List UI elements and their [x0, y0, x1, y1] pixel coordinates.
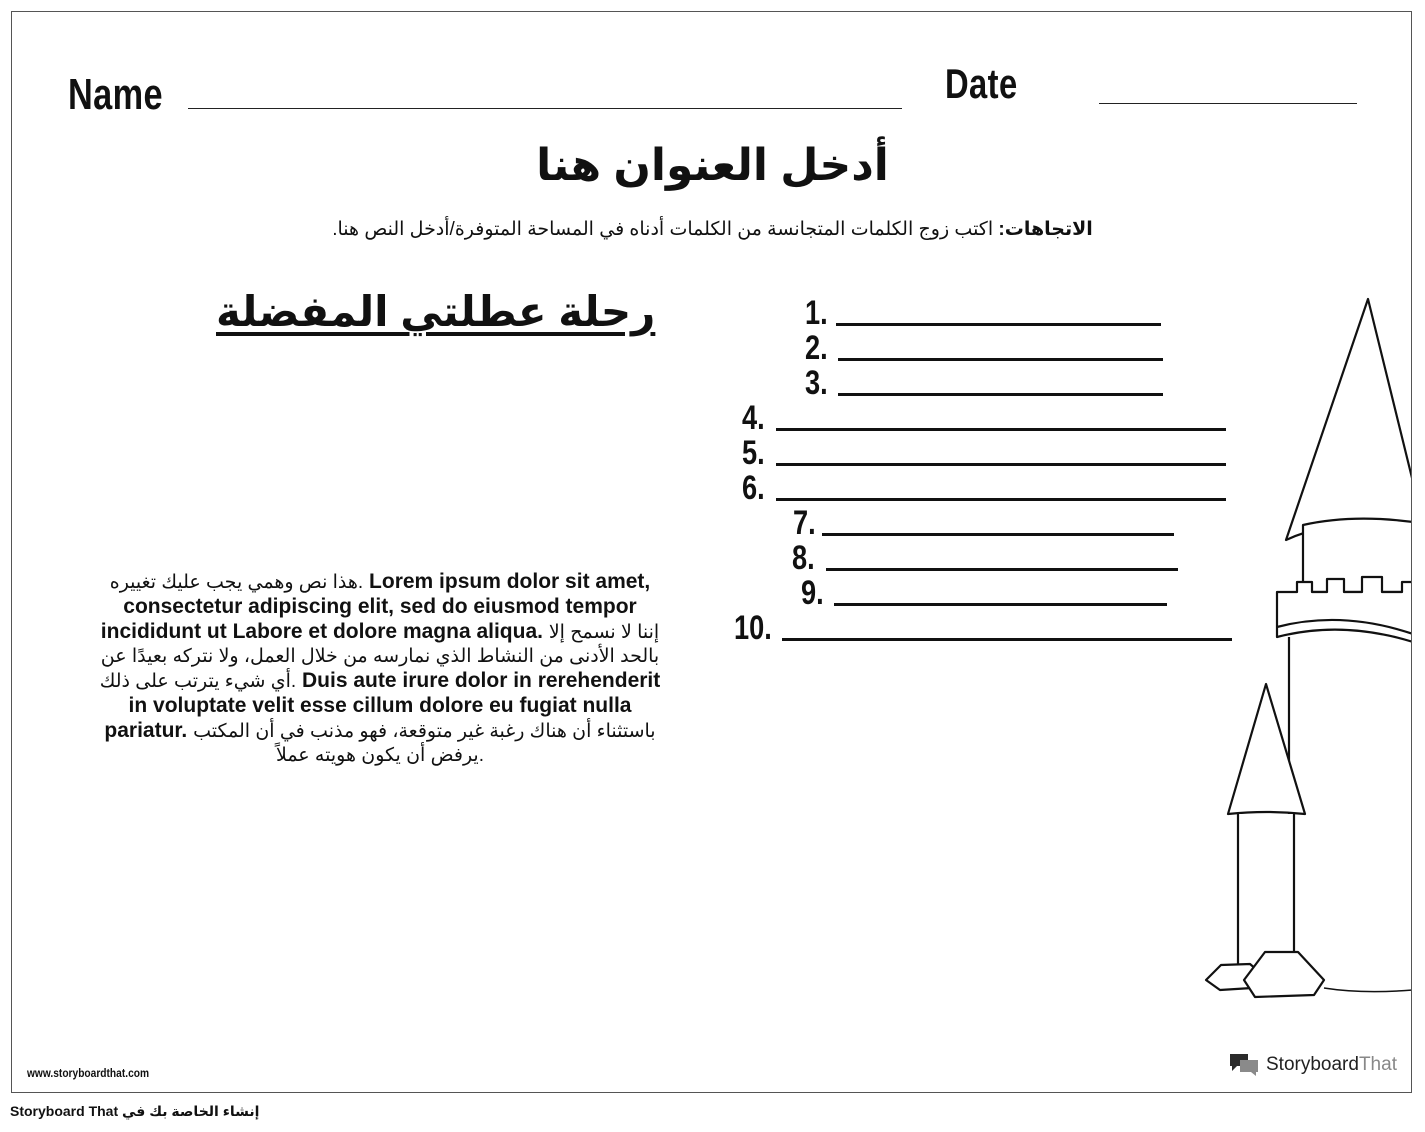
answer-number-5: 5. [742, 434, 765, 472]
story-title: رحلة عطلتي المفضلة [216, 288, 656, 335]
castle-illustration [1192, 282, 1412, 1002]
brand-part2: That [1358, 1054, 1397, 1075]
answer-line-5[interactable] [776, 463, 1226, 466]
brand-part1: Storyboard [1266, 1054, 1359, 1075]
answer-number-10: 10. [734, 609, 772, 647]
name-line[interactable] [188, 108, 902, 109]
story-text [96, 570, 664, 768]
credit-text: إنشاء الخاصة بك في Storyboard That [10, 1103, 260, 1119]
directions [12, 218, 1412, 241]
story-arabic-2: إننا لا نسمح إلا بالحد الأدنى من النشاط الذي نمارسه من خلال العمل، ولا نتركه بعيدًا عن أي شيء يترتب على ذلك. [99, 622, 660, 692]
directions-text: اكتب زوج الكلمات المتجانسة من الكلمات أدناه في المساحة المتوفرة/أدخل النص هنا. [332, 219, 999, 240]
answer-number-2: 2. [805, 329, 828, 367]
answer-line-4[interactable] [776, 428, 1226, 431]
footer-url[interactable]: www.storyboardthat.com [27, 1066, 150, 1080]
answer-number-3: 3. [805, 364, 828, 402]
story-latin-2: Duis aute irure dolor in rerehenderit in voluptate velit esse cillum dolore eu fugiat nulla pariatur. [104, 669, 661, 742]
answer-line-10[interactable] [782, 638, 1232, 641]
answer-number-8: 8. [792, 539, 815, 577]
answer-line-6[interactable] [776, 498, 1226, 501]
answer-line-1[interactable] [836, 323, 1161, 326]
answer-line-7[interactable] [822, 533, 1174, 536]
answer-line-2[interactable] [838, 358, 1163, 361]
chat-bubbles-icon [1228, 1052, 1260, 1078]
storyboardthat-logo [1228, 1052, 1397, 1078]
answer-number-7: 7. [793, 504, 816, 542]
answer-number-4: 4. [742, 399, 765, 437]
story-arabic-3: باستثناء أن هناك رغبة غير متوقعة، فهو مذنب في أن المكتب يرفض أن يكون هويته عملاً. [193, 721, 656, 766]
story-arabic-1: هذا نص وهمي يجب عليك تغييره. [109, 572, 364, 593]
answer-number-1: 1. [805, 294, 828, 332]
date-label: Date [945, 60, 1018, 107]
story-latin-1: Lorem ipsum dolor sit amet, consectetur adipiscing elit, sed do eiusmod tempor incididunt ut Labore et dolore magna aliqua. [100, 570, 651, 643]
answer-number-9: 9. [801, 574, 824, 612]
directions-label: الاتجاهات: [998, 219, 1093, 240]
answer-line-9[interactable] [834, 603, 1167, 606]
answer-line-3[interactable] [838, 393, 1163, 396]
answer-line-8[interactable] [826, 568, 1178, 571]
name-label: Name [68, 70, 164, 119]
answer-number-6: 6. [742, 469, 765, 507]
worksheet-title: أدخل العنوان هنا [536, 141, 889, 190]
worksheet-page [11, 11, 1412, 1093]
date-line[interactable] [1099, 103, 1357, 104]
